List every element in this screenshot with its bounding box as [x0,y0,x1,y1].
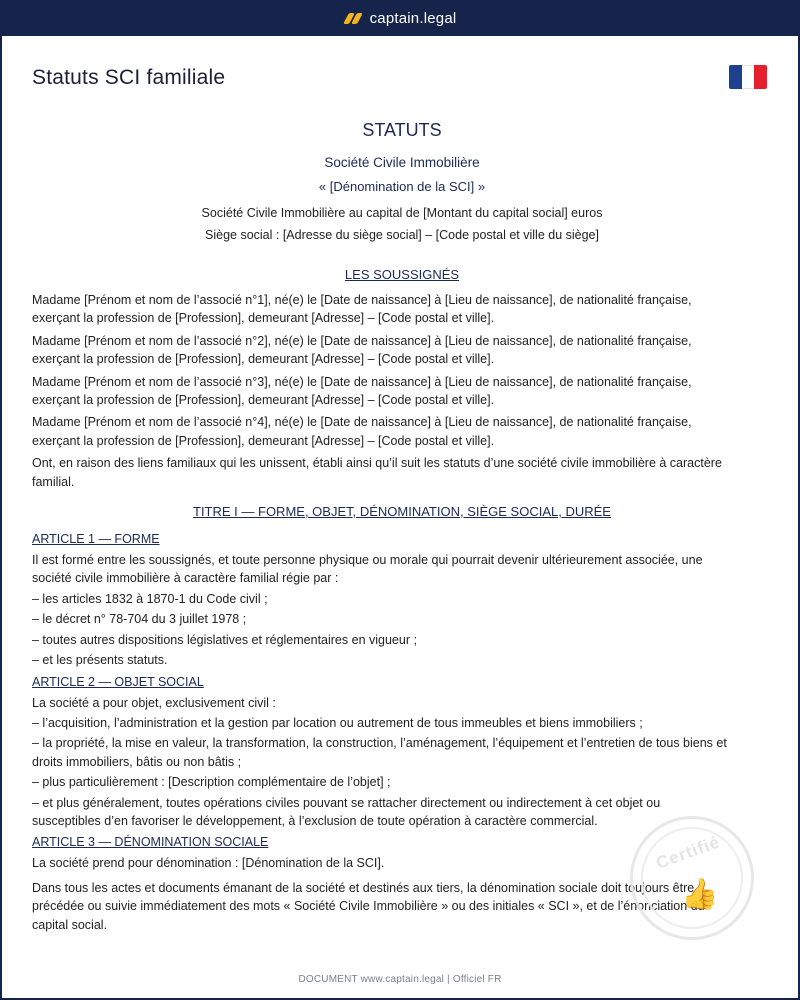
article-2-line: – la propriété, la mise en valeur, la transformation, la construction, l’aménagement, l’équipement et l’entretien de tous biens et droits immobiliers, bâtis ou non bâtis ; [32,736,727,769]
document-page [2,36,798,998]
page-title: Statuts SCI familiale [32,66,226,89]
soussignes-heading: LES SOUSSIGNÉS [344,267,460,282]
document-denomination: « [Dénomination de la SCI] » [318,179,486,194]
top-bar [0,0,800,36]
article-1-line: – toutes autres dispositions législatives et réglementaires en vigueur ; [32,632,417,647]
footer: DOCUMENT www.captain.legal | Officiel FR [298,974,502,985]
article-1-heading: ARTICLE 1 — FORME [32,532,160,547]
article-2-line: – et plus généralement, toutes opérations civiles pouvant se rattacher directement ou indirectement à cet objet ou susceptibles d’en favoriser le développement, à l’exclusion de toute opération à caractère commercial. [32,795,661,828]
article-3-heading: ARTICLE 3 — DÉNOMINATION SOCIALE [32,835,269,850]
article-3 [32,833,772,934]
associate-paragraph: Madame [Prénom et nom de l’associé n°4], né(e) le [Date de naissance] à [Lieu de naissance], de nationalité française, exerçant la profession de [Profession], demeurant [Adresse] – [Code postal et ville]. [32,415,692,448]
associate-paragraph: Madame [Prénom et nom de l’associé n°3], né(e) le [Date de naissance] à [Lieu de naissance], de nationalité française, exerçant la profession de [Profession], demeurant [Adresse] – [Code postal et ville]. [32,374,692,408]
article-3-line: Dans tous les actes et documents émanant de la société et destinés aux tiers, la dénomination sociale doit toujours être précédée ou suivie immédiatement des mots « Société Civile Immobilière » ou des initiales « SCI », et de l’énonciation du capital social. [32,880,705,932]
article-3-line: La société prend pour dénomination : [Dénomination de la SCI]. [32,856,385,871]
article-1-line: – et les présents statuts. [32,653,168,668]
document-subtitle: Société Civile Immobilière [324,155,480,170]
associate-paragraph: Madame [Prénom et nom de l’associé n°2], né(e) le [Date de naissance] à [Lieu de naissance], de nationalité française, exerçant la profession de [Profession], demeurant [Adresse] – [Code postal et ville]. [32,333,692,367]
brand[interactable] [344,10,457,27]
france-flag-icon [729,65,767,89]
article-1 [32,530,772,669]
capital-line: Société Civile Immobilière au capital de [Montant du capital social] euros [201,206,603,220]
captain-legal-logo-icon [344,13,361,24]
article-2-line: La société a pour objet, exclusivement civil : [32,695,276,710]
article-2-heading: ARTICLE 2 — OBJET SOCIAL [32,674,204,689]
article-2-line: – l’acquisition, l’administration et la gestion par location ou autrement de tous immeubles et biens immobiliers ; [32,715,643,730]
brand-name: captain.legal [369,9,457,27]
stamp-label: Certifié [653,832,723,873]
article-1-line: – le décret n° 78-704 du 3 juillet 1978 ; [32,612,247,627]
document-body [32,118,772,937]
article-2-line: – plus particulièrement : [Description complémentaire de l’objet] ; [32,775,391,790]
document-title: STATUTS [362,120,442,140]
siege-line: Siège social : [Adresse du siège social] – [Code postal et ville du siège] [205,228,599,242]
article-2 [32,673,772,831]
intro-paragraph: Ont, en raison des liens familiaux qui les unissent, établi ainsi qu’il suit les statuts d’une société civile immobilière à caractère familial. [32,456,722,489]
article-1-line: – les articles 1832 à 1870-1 du Code civil ; [32,591,268,606]
titre-1-heading: TITRE I — FORME, OBJET, DÉNOMINATION, SIÈGE SOCIAL, DURÉE [193,504,611,520]
article-1-line: Il est formé entre les soussignés, et toute personne physique ou morale qui pourrait devenir ultérieurement associée, une société civile immobilière à caractère familial régie par : [32,553,703,586]
associate-paragraph: Madame [Prénom et nom de l’associé n°1], né(e) le [Date de naissance] à [Lieu de naissance], de nationalité française, exerçant la profession de [Profession], demeurant [Adresse] – [Code postal et ville]. [32,293,692,326]
thumbs-up-icon: 👍 [681,878,719,911]
